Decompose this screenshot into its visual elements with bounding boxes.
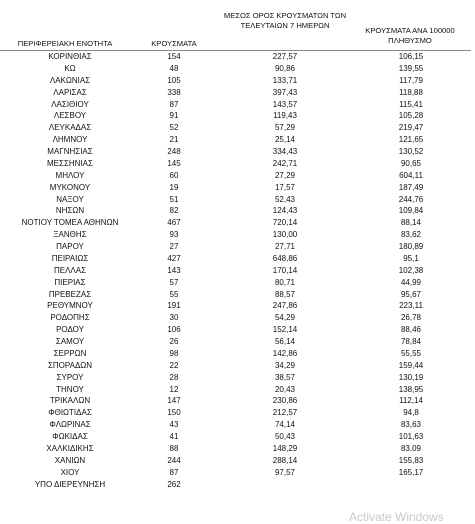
cell-cases-per-100k: 83,62 [400,230,422,240]
cell-avg-7-days: 124,43 [272,206,298,216]
cell-avg-7-days: 80,71 [274,277,296,287]
cell-region: ΠΑΡΟΥ [56,242,84,251]
cell-avg-7-days: 97,57 [274,467,296,477]
cell-region: ΣΥΡΟΥ [56,372,84,382]
cell-cases: 27 [169,242,179,251]
cell-region: ΧΙΟΥ [60,467,80,477]
cell-avg-7-days: 143,57 [272,99,298,109]
cell-cases: 57 [169,277,179,287]
cell-avg-7-days: 88,57 [274,289,296,299]
table-row [0,51,471,63]
cell-cases: 43 [169,420,179,430]
cell-cases-per-100k: 95,67 [400,289,422,299]
cell-cases-per-100k: 88,14 [400,218,422,228]
cell-region: ΝΟΤΙΟΥ ΤΟΜΕΑ ΑΘΗΝΩΝ [21,218,119,228]
cell-cases-per-100k: 115,41 [399,99,423,109]
cell-avg-7-days: 52,43 [274,194,296,204]
cell-avg-7-days: 720,14 [272,218,298,228]
cell-cases-per-100k: 112,14 [399,396,423,406]
cell-region: ΥΠΟ ΔΙΕΡΕΥΝΗΣΗ [34,479,106,489]
cell-avg-7-days: 212,57 [272,408,298,418]
cell-region: ΛΕΣΒΟΥ [53,111,87,121]
cell-cases: 52 [169,123,179,133]
cell-region: ΛΑΣΙΘΙΟΥ [51,99,89,109]
cell-region: ΣΕΡΡΩΝ [53,348,87,358]
cell-avg-7-days: 57,29 [274,123,296,133]
table-row [0,372,471,384]
cell-cases-per-100k: 219,47 [398,123,424,133]
cell-cases: 30 [169,313,179,323]
cell-region: ΡΟΔΟΠΗΣ [50,313,90,323]
cell-region: ΣΑΜΟΥ [55,337,85,346]
cell-region: ΚΟΡΙΝΘΙΑΣ [48,52,92,61]
cell-region: ΛΕΥΚΑΔΑΣ [48,123,92,133]
table-row [0,312,471,324]
cell-region: ΦΛΩΡΙΝΑΣ [49,420,91,430]
cell-cases-per-100k: 130,52 [398,147,424,156]
table-row [0,217,471,229]
cell-cases-per-100k: 94,8 [403,408,419,418]
cell-region: ΠΙΕΡΙΑΣ [54,277,86,287]
cell-avg-7-days: 27,71 [274,242,296,251]
table-row [0,455,471,467]
cell-cases-per-100k: 109,84 [398,206,424,216]
cell-cases-per-100k: 105,28 [398,111,424,121]
cell-cases: 51 [169,194,179,204]
activation-watermark: Activate Windows [349,510,444,524]
cell-avg-7-days: 648,86 [272,253,298,263]
table-row [0,336,471,348]
table-row [0,360,471,372]
cell-avg-7-days: 17,57 [274,182,296,192]
cell-region: ΣΠΟΡΑΔΩΝ [47,360,93,370]
cell-region: ΛΗΜΝΟΥ [52,135,88,145]
cell-avg-7-days: 288,14 [272,455,298,465]
cell-region: ΞΑΝΘΗΣ [53,230,87,240]
cell-cases: 143 [167,265,181,275]
header-cases: ΚΡΟΥΣΜΑΤΑ [151,39,197,48]
table-row [0,75,471,87]
cell-region: ΜΗΛΟΥ [55,170,85,180]
table-row [0,87,471,99]
cell-cases: 48 [169,63,179,73]
cell-cases-per-100k: 130,19 [398,372,424,382]
cell-cases-per-100k: 139,55 [398,63,424,73]
table-row [0,265,471,277]
cell-region: ΚΩ [64,63,76,73]
cell-avg-7-days: 27,29 [274,170,296,180]
cell-avg-7-days: 34,29 [274,360,296,370]
table-row [0,324,471,336]
cell-cases: 338 [167,87,181,97]
cell-cases: 427 [167,253,181,263]
cell-region: ΝΗΣΩΝ [55,206,85,216]
cell-cases: 244 [167,455,181,465]
table-row [0,205,471,217]
cell-cases: 150 [167,408,181,418]
cell-region: ΜΑΓΝΗΣΙΑΣ [47,147,93,156]
table-row [0,479,471,491]
cell-cases-per-100k: 26,78 [400,313,422,323]
cell-avg-7-days: 247,86 [272,301,298,311]
cell-avg-7-days: 25,14 [274,135,296,145]
cell-cases-per-100k: 138,95 [398,384,424,394]
cell-region: ΛΑΚΩΝΙΑΣ [49,75,91,85]
cell-cases-per-100k: 187,49 [398,182,424,192]
table-row [0,289,471,301]
cell-cases: 147 [167,396,181,406]
cell-cases: 87 [169,99,179,109]
cell-avg-7-days: 38,57 [274,372,296,382]
table-row [0,419,471,431]
cell-avg-7-days: 50,43 [274,432,296,441]
cell-region: ΜΕΣΣΗΝΙΑΣ [47,158,93,168]
cell-cases: 93 [169,230,179,240]
cell-avg-7-days: 170,14 [272,265,298,275]
cell-cases-per-100k: 165,17 [398,467,424,477]
cell-region: ΦΩΚΙΔΑΣ [52,432,88,441]
cell-cases: 262 [167,479,181,489]
table-row [0,99,471,111]
cell-cases-per-100k: 55,55 [400,348,422,358]
cell-cases: 105 [167,75,181,85]
cell-avg-7-days: 54,29 [274,313,296,323]
cell-region: ΦΘΙΩΤΙΔΑΣ [48,408,92,418]
cell-cases: 55 [169,289,179,299]
table-row [0,384,471,396]
cell-region: ΧΑΛΚΙΔΙΚΗΣ [46,443,94,453]
table-row [0,253,471,265]
header-cases-per-100k: ΚΡΟΥΣΜΑΤΑ ΑΝΑ 100000 ΠΛΗΘΥΣΜΟ [365,26,455,45]
cell-region: ΡΟΔΟΥ [56,325,84,335]
table-row [0,229,471,241]
cell-cases-per-100k: 44,99 [400,277,422,287]
cell-cases: 191 [167,301,181,311]
cell-region: ΠΕΙΡΑΙΩΣ [51,253,89,263]
cell-cases: 154 [167,52,181,61]
cell-region: ΠΕΛΛΑΣ [53,265,87,275]
cell-cases: 88 [169,443,179,453]
table-row [0,194,471,206]
cell-region: ΤΗΝΟΥ [56,384,84,394]
header-avg-7-days: ΜΕΣΟΣ ΟΡΟΣ ΚΡΟΥΣΜΑΤΩΝ ΤΩΝ ΤΕΛΕΥΤΑΙΩΝ 7 ΗΜΕΡΩΝ [223,11,347,30]
cell-cases-per-100k: 95,1 [403,253,419,263]
cell-cases: 22 [169,360,179,370]
cell-region: ΠΡΕΒΕΖΑΣ [48,289,92,299]
cell-avg-7-days: 130,00 [272,230,298,240]
header-region: ΠΕΡΙΦΕΡΕΙΑΚΗ ΕΝΟΤΗΤΑ [17,39,113,48]
cell-cases-per-100k: 223,11 [399,301,423,311]
cell-avg-7-days: 227,57 [272,52,298,61]
cell-cases-per-100k: 604,11 [399,170,423,180]
cell-avg-7-days: 90,86 [274,63,296,73]
table-row [0,443,471,455]
cell-avg-7-days: 242,71 [272,158,298,168]
cell-region: ΜΥΚΟΝΟΥ [49,182,91,192]
table-row [0,300,471,312]
cell-cases-per-100k: 83,63 [400,420,422,430]
cell-region: ΡΕΘΥΜΝΟΥ [47,301,93,311]
cell-cases: 91 [169,111,179,121]
cell-cases: 87 [169,467,179,477]
table-row [0,134,471,146]
cell-cases-per-100k: 155,83 [398,455,424,465]
cell-cases: 98 [169,348,179,358]
table-row [0,110,471,122]
table-row [0,395,471,407]
cell-cases-per-100k: 101,63 [398,432,424,441]
cell-avg-7-days: 152,14 [272,325,298,335]
cell-cases: 467 [167,218,181,228]
cell-cases-per-100k: 180,89 [398,242,424,251]
cell-cases: 26 [169,337,179,346]
cell-avg-7-days: 397,43 [272,87,298,97]
table-row [0,170,471,182]
cell-cases: 82 [169,206,179,216]
table-body [0,51,471,490]
cell-cases-per-100k: 118,88 [399,87,423,97]
cell-avg-7-days: 334,43 [272,147,298,156]
cell-cases-per-100k: 83,09 [400,443,422,453]
cell-avg-7-days: 74,14 [274,420,296,430]
cell-region: ΧΑΝΙΩΝ [54,455,86,465]
table-row [0,158,471,170]
cell-avg-7-days: 230,86 [272,396,298,406]
table-row [0,467,471,479]
table-row [0,182,471,194]
cell-cases-per-100k: 78,84 [400,337,422,346]
cell-cases: 12 [169,384,179,394]
cell-cases-per-100k: 90,65 [400,158,422,168]
cell-cases: 60 [169,170,179,180]
cell-cases-per-100k: 244,76 [398,194,424,204]
cell-cases: 41 [169,432,179,441]
table-row [0,277,471,289]
cell-region: ΝΑΞΟΥ [56,194,84,204]
cell-cases-per-100k: 117,79 [399,75,423,85]
cell-cases-per-100k: 88,46 [400,325,422,335]
cell-cases: 145 [167,158,181,168]
table-row [0,407,471,419]
cell-region: ΛΑΡΙΣΑΣ [53,87,87,97]
cell-avg-7-days: 142,86 [272,348,298,358]
cell-cases: 21 [169,135,179,145]
cell-cases-per-100k: 106,15 [398,52,424,61]
cell-avg-7-days: 133,71 [272,75,298,85]
cell-region: ΤΡΙΚΑΛΩΝ [49,396,91,406]
cell-cases-per-100k: 159,44 [398,360,424,370]
cell-cases: 19 [169,182,179,192]
cell-avg-7-days: 119,43 [273,111,297,121]
table-row [0,241,471,253]
cell-cases-per-100k: 102,38 [398,265,424,275]
cell-cases: 106 [167,325,181,335]
table-row [0,348,471,360]
cell-cases-per-100k: 121,65 [398,135,424,145]
cell-cases: 248 [167,147,181,156]
cell-avg-7-days: 56,14 [274,337,296,346]
cell-avg-7-days: 148,29 [272,443,298,453]
table-row [0,63,471,75]
table-row [0,431,471,443]
table-row [0,122,471,134]
cell-avg-7-days: 20,43 [274,384,296,394]
cell-cases: 28 [169,372,179,382]
table-row [0,146,471,158]
